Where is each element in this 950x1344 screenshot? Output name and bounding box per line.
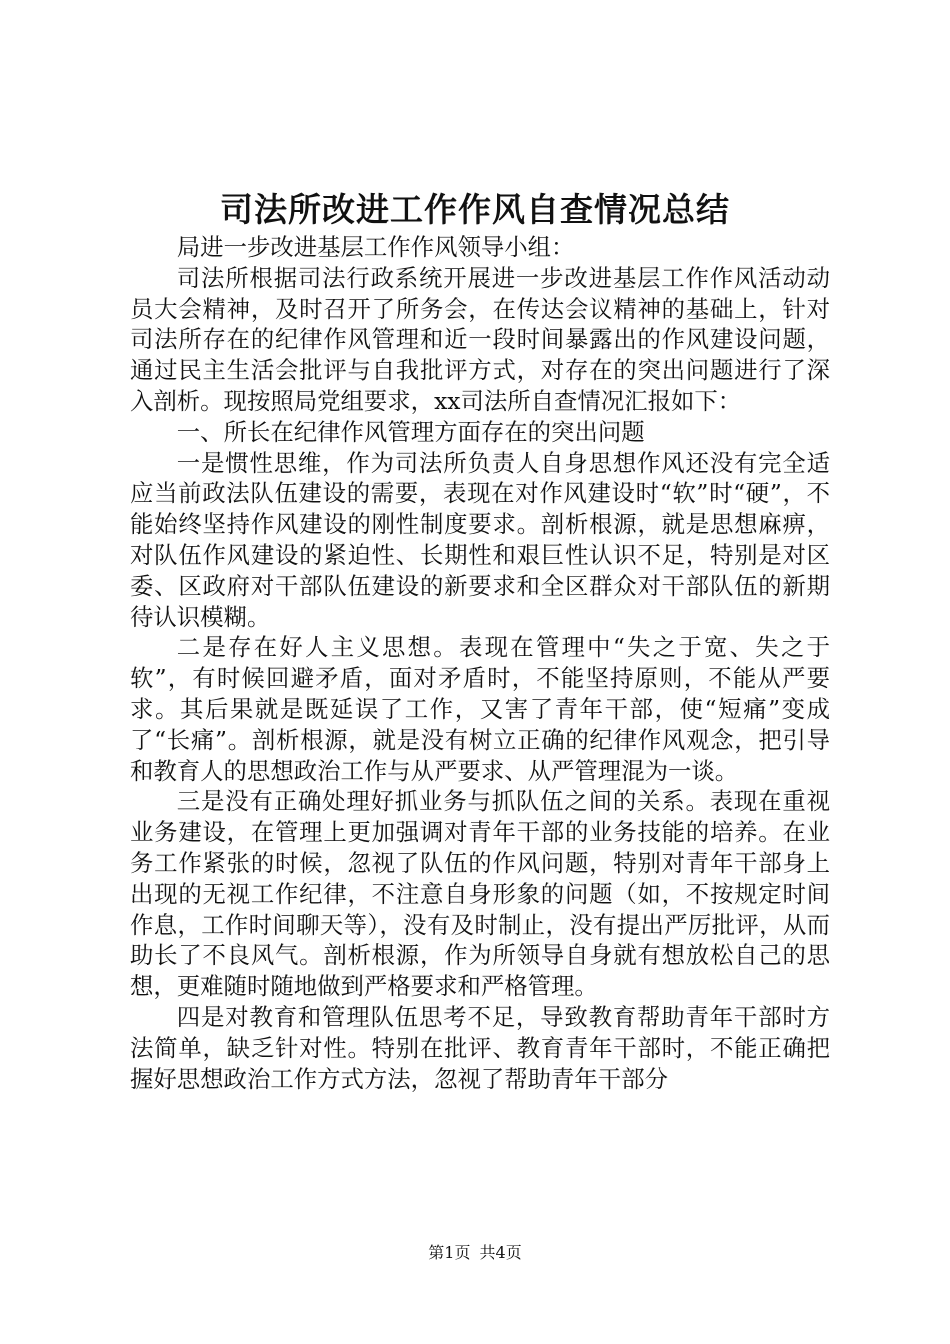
intro-paragraph: 司法所根据司法行政系统开展进一步改进基层工作作风活动动员大会精神，及时召开了所务会，在传达会议精神的基础上，针对司法所存在的纪律作风管理和近一段时间暴露出的作风建设问题，通过民主生活会批评与自我批评方式，对存在的突出问题进行了深入剖析。现按照局党组要求，xx司法所自查情况汇报如下： (130, 263, 830, 415)
body-paragraph: 三是没有正确处理好抓业务与抓队伍之间的关系。表现在重视业务建设，在管理上更加强调对青年干部的业务技能的培养。在业务工作紧张的时候，忽视了队伍的作风问题，特别对青年干部身上出现的无视工作纪律，不注意自身形象的问题（如，不按规定时间作息，工作时间聊天等），没有及时制止，没有提出严厉批评，从而助长了不良风气。剖析根源，作为所领导自身就有想放松自己的思想，更难随时随地做到严格要求和严格管理。 (130, 787, 830, 1001)
salutation-paragraph: 局进一步改进基层工作作风领导小组： (176, 233, 575, 261)
body-paragraph: 二是存在好人主义思想。表现在管理中“失之于宽、失之于软”，有时候回避矛盾，面对矛盾时，不能坚持原则，不能从严要求。其后果就是既延误了工作，又害了青年干部，使“短痛”变成了“长痛”。剖析根源，就是没有树立正确的纪律作风观念，把引导和教育人的思想政治工作与从严要求、从严管理混为一谈。 (130, 633, 830, 785)
document-title: 司法所改进工作作风自查情况总结 (220, 190, 730, 229)
body-paragraph: 四是对教育和管理队伍思考不足，导致教育帮助青年干部时方法简单，缺乏针对性。特别在批评、教育青年干部时，不能正确把握好思想政治工作方式方法，忽视了帮助青年干部分 (130, 1002, 830, 1093)
body-paragraph: 一是惯性思维，作为司法所负责人自身思想作风还没有完全适应当前政法队伍建设的需要，表现在对作风建设时“软”时“硬”，不能始终坚持作风建设的刚性制度要求。剖析根源，就是思想麻痹，对队伍作风建设的紧迫性、长期性和艰巨性认识不足，特别是对区委、区政府对干部队伍建设的新要求和全区群众对干部队伍的新期待认识模糊。 (130, 448, 830, 631)
section-heading: 一、所长在纪律作风管理方面存在的突出问题 (176, 417, 645, 446)
document-body (130, 232, 830, 1094)
page-footer: 第1页 共4页 (428, 1243, 522, 1262)
